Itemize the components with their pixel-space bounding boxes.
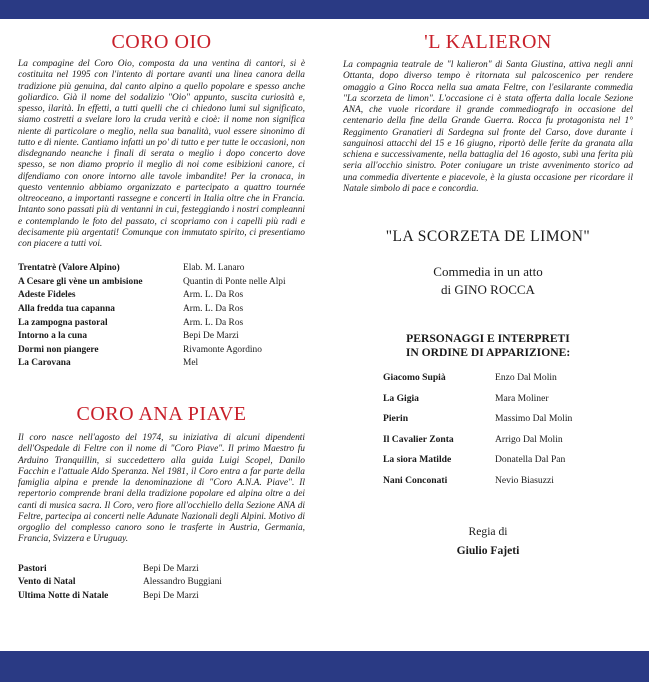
song-title: Dormi non piangere	[18, 344, 99, 355]
cast-row	[383, 413, 572, 434]
left-column	[18, 19, 305, 651]
song-title: Alla fredda tua capanna	[18, 304, 115, 315]
cast-actor: Massimo Dal Molin	[495, 413, 573, 425]
kalieron-text: La compagnia teatrale de "l kalieron" di Santa Giustina, attiva negli anni Ottanta, dopo diverso tempo è ritornata sul palcoscenico per rendere omaggio a Gino Rocca nella sua amata Feltre, con l'esilarante commedia "La scorzeta de limon". L'occasione ci è stata offerta dalla locale Sezione ANA, che vuole ricordare il grande commediografo in occasione del centenario della fine della Grande Guerra. Rocca fu protagonista nel 1° Reggimento Granatieri di Sardegna sul fronte del Carso, dove durante i sanguinosi attacchi del 15 e 16 giugno, riportò delle ferite da granata alla schiena e successivamente, nella battaglia del 16 agosto, subì una ferita più seria all'occhio sinistro. Poter coniugare un triste avvenimento storico ad una commedia divertente e piacevole, è la giusta occasione per ricordare il Natale simbolo di pace e concordia.	[343, 60, 633, 194]
song-title: Pastori	[18, 563, 47, 574]
song-row	[18, 576, 305, 590]
song-arranger: Arm. L. Da Ros	[183, 304, 244, 315]
regia-name-text: Giulio Fajeti	[456, 543, 520, 557]
song-arranger: Bepi De Marzi	[143, 563, 199, 574]
song-title: La zampogna pastoral	[18, 317, 108, 328]
regia-name	[343, 543, 633, 559]
play-subtitle-type: Commedia in un atto	[433, 264, 543, 279]
cast-row	[383, 454, 572, 475]
cast-role: Nani Conconati	[383, 474, 448, 486]
cast-actor: Nevio Biasuzzi	[495, 474, 554, 486]
cast-role: Il Cavalier Zonta	[383, 433, 454, 445]
song-arranger: Bepi De Marzi	[143, 590, 199, 601]
song-arranger: Rivamonte Agordino	[183, 344, 262, 355]
right-column	[343, 19, 633, 651]
song-title: Adeste Fideles	[18, 290, 76, 301]
cast-actor: Arrigo Dal Molin	[495, 433, 563, 445]
cast-role: Pierin	[383, 413, 409, 425]
song-title: Ultima Notte di Natale	[18, 590, 109, 601]
song-title: Trentatrè (Valore Alpino)	[18, 263, 120, 274]
cast-row	[383, 393, 572, 414]
song-title: La Carovana	[18, 358, 71, 369]
song-row	[18, 357, 305, 371]
cast-row	[383, 475, 572, 496]
song-row	[18, 289, 305, 303]
coro-ana-title: CORO ANA PIAVE	[76, 403, 247, 425]
coro-oio-song-list	[18, 262, 305, 371]
song-row	[18, 344, 305, 358]
cast-role: Giacomo Supià	[383, 372, 446, 383]
cast-actor: Enzo Dal Molin	[495, 372, 557, 383]
kalieron-title: 'L KALIERON	[424, 31, 552, 53]
song-arranger: Elab. M. Lanaro	[183, 263, 245, 274]
bottom-band	[0, 651, 649, 682]
regia-label: Regia di	[468, 524, 508, 538]
coro-oio-title: CORO OIO	[111, 31, 212, 53]
cast-list	[383, 372, 572, 496]
song-title: A Cesare gli vène un ambisione	[18, 276, 143, 287]
coro-ana-song-list	[18, 563, 305, 604]
song-title: Vento di Natal	[18, 577, 76, 588]
cast-actor: Mara Moliner	[495, 392, 549, 404]
cast-row	[383, 372, 572, 393]
song-row	[18, 262, 305, 276]
cast-heading-line-2: IN ORDINE DI APPARIZIONE:	[405, 346, 571, 359]
song-title: Intorno a la cuna	[18, 331, 88, 342]
song-arranger: Quantin di Ponte nelle Alpi	[183, 276, 286, 287]
coro-oio-text: La compagine del Coro Oio, composta da una ventina di cantori, si è costituita nel 1995 con l'intento di portare avanti una linea canora della tradizione più genuina, dal canto alpino a quello popolare e spesso anche goliardico. Già il nome del sodalizio "Oio" appunto, suscita curiosità e, spesso, ilarità. In effetti, a tutti quelli che ci chiedono lumi sul significato, siamo costretti a svelare loro la cruda verità e cioè: il nome non significa niente di particolare o meglio, nella sua banalità, vuol essere sinonimo di tutto e di niente. Cantiamo infatti un po' di tutto e per tutte le occasioni, non disdegnando neanche i finali di serata o meglio i dopo concerto dove spesso, se non diamo proprio il meglio di noi come esibizioni canore, ci difendiamo con onore intorno alle tavole imbandite! Per la cronaca, in questo ventennio abbiamo organizzato e partecipato a quattro tournée oltreoceano, a importanti rassegne e concerti in Italia oltre che in Francia. Intanto sono passati più di ventanni in cui, festeggiando i nostri compleanni e contemplando le foto del passato, ci scopriamo con i capelli più radi e decisamente più argentati! Comunque con immutato spirito, ci presentiamo con piacere a tutti voi.	[18, 59, 305, 249]
top-band	[0, 0, 649, 19]
cast-heading-line-1: PERSONAGGI E INTERPRETI	[406, 332, 570, 345]
play-subtitle-author: di GINO ROCCA	[441, 282, 535, 297]
cast-role: La siora Matilde	[383, 454, 452, 466]
cast-role: La Gigia	[383, 392, 419, 404]
song-arranger: Mel	[183, 358, 199, 369]
cast-row	[383, 434, 572, 455]
song-row	[18, 563, 305, 577]
song-row	[18, 276, 305, 290]
coro-ana-text: Il coro nasce nell'agosto del 1974, su iniziativa di alcuni dipendenti dell'Ospedale di Feltre con il nome di "Coro Piave". Il primo Maestro fu Arduino Tranquillin, si succedettero alla guida Luigi Scopel, Danilo Facchin e l'attuale Aldo Speranza. Nel 1981, il Coro entra a far parte della famiglia alpina e prende la denominazione di "Coro A.N.A. Piave". Il repertorio comprende brani della tradizione popolare ed alpina oltre a dei canti di musica sacra. Il Coro, vero fiore all'occhiello della Sezione ANA di Feltre, partecipa ai concerti nelle Adunate Nazionali degli Alpini. Motivo di orgoglio del complesso canoro sono le trasferte in Austria, Germania, Francia, Svizzera e Uruguay.	[18, 433, 305, 545]
song-arranger: Arm. L. Da Ros	[183, 317, 244, 328]
song-row	[18, 303, 305, 317]
song-arranger: Arm. L. Da Ros	[183, 290, 244, 301]
cast-actor: Donatella Dal Pan	[495, 454, 566, 466]
play-title: "LA SCORZETA DE LIMON"	[385, 228, 591, 245]
song-arranger: Bepi De Marzi	[183, 331, 239, 342]
song-row	[18, 590, 305, 604]
song-row	[18, 330, 305, 344]
song-row	[18, 317, 305, 331]
song-arranger: Alessandro Buggiani	[143, 577, 222, 588]
